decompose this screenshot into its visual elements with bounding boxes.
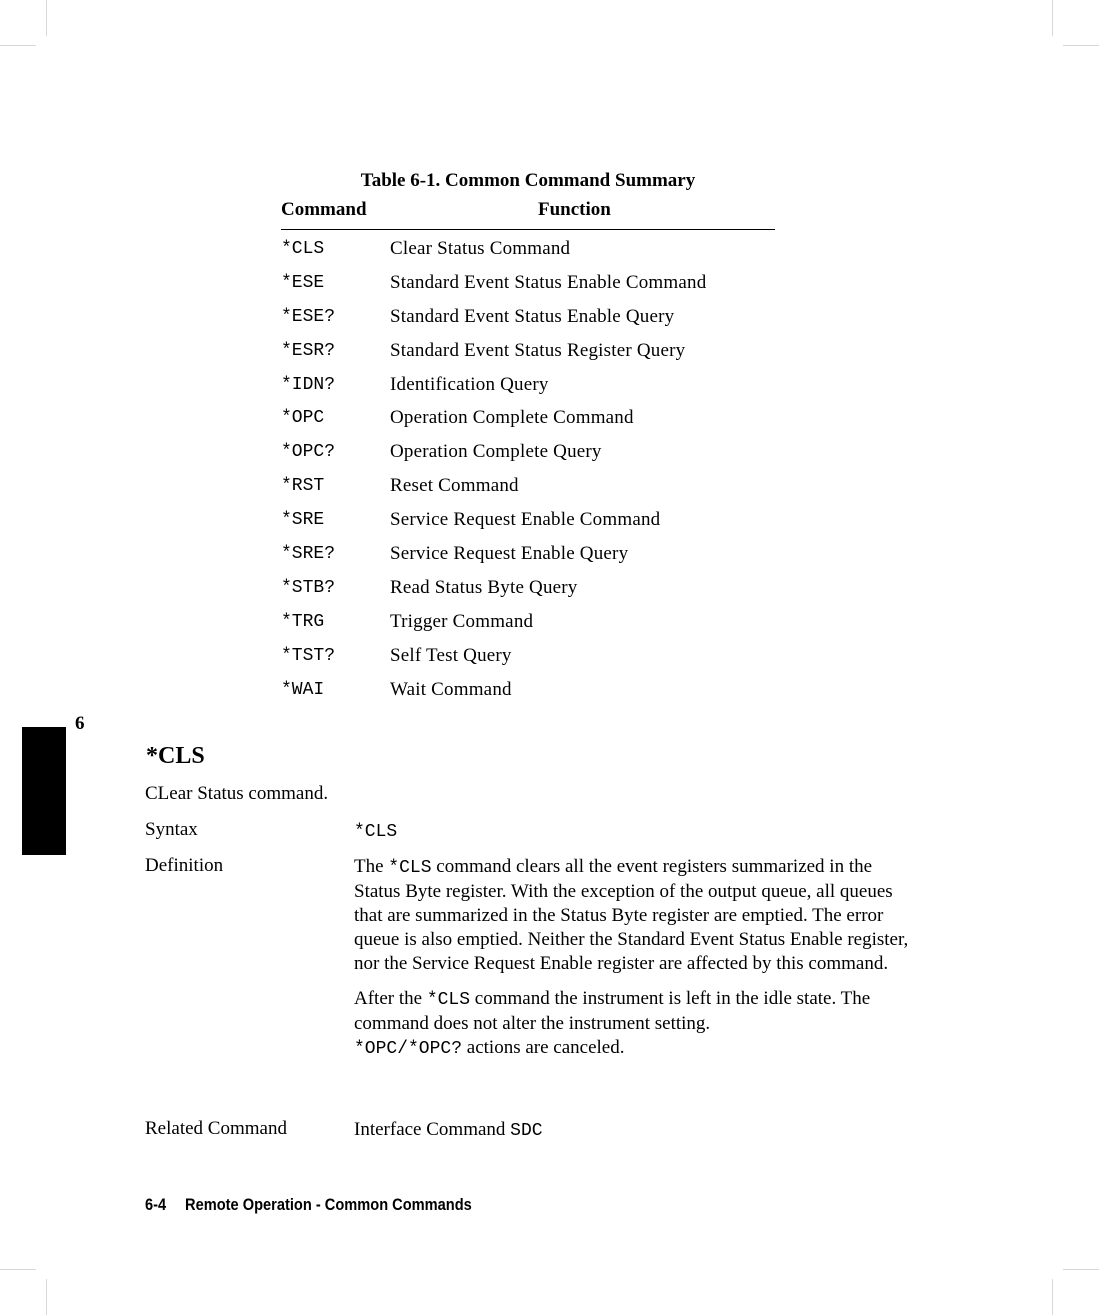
table-row <box>281 472 775 506</box>
crop-mark <box>0 1269 36 1270</box>
command-cell: *OPC <box>281 408 325 429</box>
chapter-number: 6 <box>75 713 85 734</box>
function-cell: Wait Command <box>390 678 512 700</box>
function-cell: Reset Command <box>390 475 519 497</box>
command-cell: *TRG <box>281 611 325 632</box>
section-intro: CLear Status command. <box>145 783 329 804</box>
table-row <box>281 642 775 676</box>
text-run: The <box>354 856 389 877</box>
text-run: After the <box>354 988 427 1009</box>
table-row <box>281 574 775 608</box>
text-run: Interface Command <box>354 1119 511 1140</box>
table-row <box>281 438 775 472</box>
function-cell: Service Request Enable Command <box>390 509 661 531</box>
function-cell: Read Status Byte Query <box>390 576 578 598</box>
command-cell: *CLS <box>281 239 325 259</box>
function-cell: Trigger Command <box>390 610 534 632</box>
related-command-value <box>354 1118 914 1143</box>
command-cell: *WAI <box>281 679 325 700</box>
related-command-label: Related Command <box>145 1118 287 1139</box>
crop-mark <box>1063 45 1099 46</box>
command-cell: *ESE <box>281 272 325 293</box>
definition-body <box>354 855 914 1061</box>
table-row <box>281 676 775 710</box>
table-row <box>281 608 775 642</box>
inline-code: *OPC/*OPC? <box>354 1039 463 1059</box>
text-run: command the instrument is left in the idle state. The command does not alter the instrument setting. <box>354 988 871 1034</box>
command-cell: *TST? <box>281 645 336 666</box>
table-row <box>281 371 775 405</box>
function-cell: Standard Event Status Enable Query <box>390 305 675 327</box>
inline-code: *CLS <box>426 990 471 1010</box>
chapter-tab-marker <box>22 727 66 855</box>
column-header-function: Function <box>538 199 611 220</box>
footer-title: Remote Operation - Common Commands <box>185 1195 472 1214</box>
function-cell: Standard Event Status Register Query <box>390 339 686 361</box>
column-header-command: Command <box>281 199 367 220</box>
crop-mark <box>1063 1269 1099 1270</box>
page-number: 6-4 <box>145 1195 167 1214</box>
crop-mark <box>0 45 36 46</box>
command-cell: *ESR? <box>281 340 336 361</box>
command-cell: *STB? <box>281 577 336 598</box>
crop-mark <box>1052 0 1053 36</box>
function-cell: Self Test Query <box>390 644 512 666</box>
table-row <box>281 540 775 574</box>
page-footer <box>145 1195 472 1215</box>
crop-mark <box>1052 1279 1053 1315</box>
table-row <box>281 235 775 269</box>
inline-code: *CLS <box>388 858 432 878</box>
function-cell: Clear Status Command <box>390 238 571 259</box>
syntax-label: Syntax <box>145 819 198 840</box>
command-cell: *SRE? <box>281 544 336 565</box>
function-cell: Operation Complete Query <box>390 441 602 463</box>
function-cell: Service Request Enable Query <box>390 543 629 565</box>
table-header <box>281 199 775 230</box>
crop-mark <box>46 1279 47 1315</box>
inline-code: SDC <box>510 1121 543 1141</box>
definition-paragraph <box>354 987 914 1061</box>
function-cell: Identification Query <box>390 373 549 395</box>
table-row <box>281 303 775 337</box>
command-summary-table <box>281 235 775 709</box>
syntax-code: *CLS <box>354 822 398 842</box>
table-row <box>281 506 775 540</box>
function-cell: Operation Complete Command <box>390 407 634 429</box>
command-cell: *OPC? <box>281 442 336 463</box>
crop-mark <box>46 0 47 36</box>
section-title: *CLS <box>146 743 205 769</box>
table-title: Table 6-1. Common Command Summary <box>360 170 696 191</box>
command-cell: *IDN? <box>281 374 336 395</box>
table-row <box>281 269 775 303</box>
command-cell: *ESE? <box>281 306 336 327</box>
text-run: command clears all the event registers summarized in the Status Byte register. With the exception of the output queue, all queues that are summarized in the Status Byte register are emptied. The error queue is also emptied. Neither the Standard Event Status Enable register, nor the Service Request Enable register are affected by this command. <box>354 856 909 974</box>
table-row <box>281 337 775 371</box>
text-run: actions are canceled. <box>462 1037 625 1058</box>
definition-paragraph <box>354 855 914 976</box>
definition-label: Definition <box>145 855 224 876</box>
command-cell: *RST <box>281 476 325 497</box>
table-row <box>281 404 775 438</box>
function-cell: Standard Event Status Enable Command <box>390 271 707 293</box>
syntax-value <box>354 819 914 844</box>
command-cell: *SRE <box>281 510 325 531</box>
